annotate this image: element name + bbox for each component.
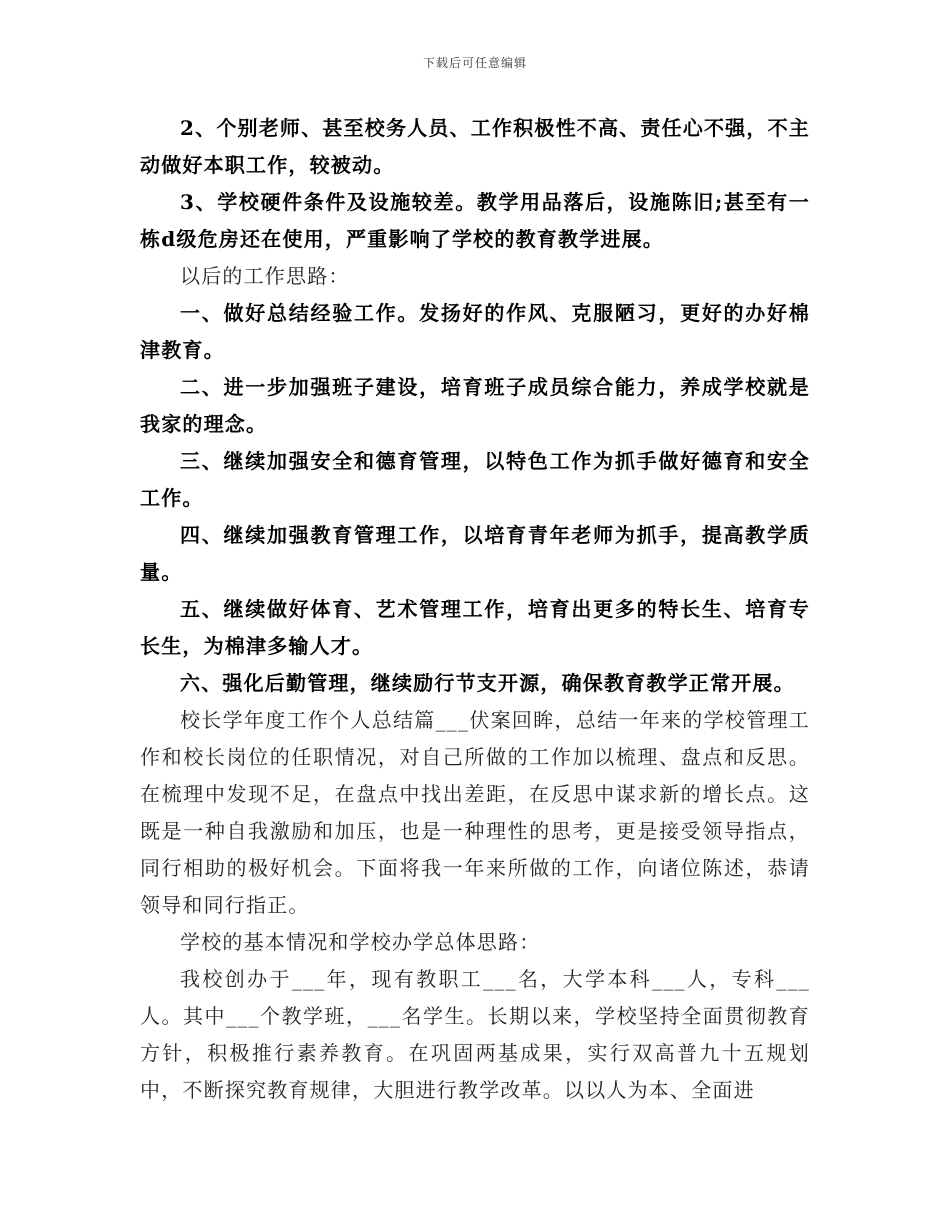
paragraph-school-overview: 我校创办于___年，现有教职工___名，大学本科___人，专科___人。其中___个教学班，___名学生。长期以来，学校坚持全面贯彻教育方针，积极推行素养教育。在巩固两基成果，实行双高普九十五规划中，不断探究教育规律，大胆进行教学改革。以以人为本、全面进 xyxy=(140,967,810,1102)
paragraph-plan-2: 二、进一步加强班子建设，培育班子成员综合能力，养成学校就是我家的理念。 xyxy=(140,375,810,436)
paragraph-plan-6: 六、强化后勤管理，继续励行节支开源，确保教育教学正常开展。 xyxy=(180,671,795,695)
paragraph-future-plan-heading: 以后的工作思路： xyxy=(180,264,350,288)
paragraph-issue-3: 3、学校硬件条件及设施较差。教学用品落后，设施陈旧;甚至有一栋d级危房还在使用，严重影响了学校的教育教学进展。 xyxy=(140,190,810,251)
paragraph-issue-2: 2、个别老师、甚至校务人员、工作积极性不高、责任心不强，不主动做好本职工作，较被动。 xyxy=(140,116,810,177)
paragraph-plan-5: 五、继续做好体育、艺术管理工作，培育出更多的特长生、培育专长生，为棉津多输人才。 xyxy=(140,597,810,658)
paragraph-plan-3: 三、继续加强安全和德育管理，以特色工作为抓手做好德育和安全工作。 xyxy=(140,449,810,510)
paragraph-plan-1: 一、做好总结经验工作。发扬好的作风、克服陋习，更好的办好棉津教育。 xyxy=(140,301,810,362)
paragraph-summary-intro: 校长学年度工作个人总结篇___伏案回眸，总结一年来的学校管理工作和校长岗位的任职情况，对自己所做的工作加以梳理、盘点和反思。在梳理中发现不足，在盘点中找出差距，在反思中谋求新的增长点。这既是一种自我激励和加压，也是一种理性的思考，更是接受领导指点，同行相助的极好机会。下面将我一年来所做的工作，向诸位陈述，恭请领导和同行指正。 xyxy=(140,708,810,917)
paragraph-school-overview-heading: 学校的基本情况和学校办学总体思路： xyxy=(180,930,541,954)
document-body xyxy=(140,110,810,1109)
paragraph-plan-4: 四、继续加强教育管理工作，以培育青年老师为抓手，提高教学质量。 xyxy=(140,523,810,584)
page-header: 下载后可任意编辑 xyxy=(422,56,527,70)
